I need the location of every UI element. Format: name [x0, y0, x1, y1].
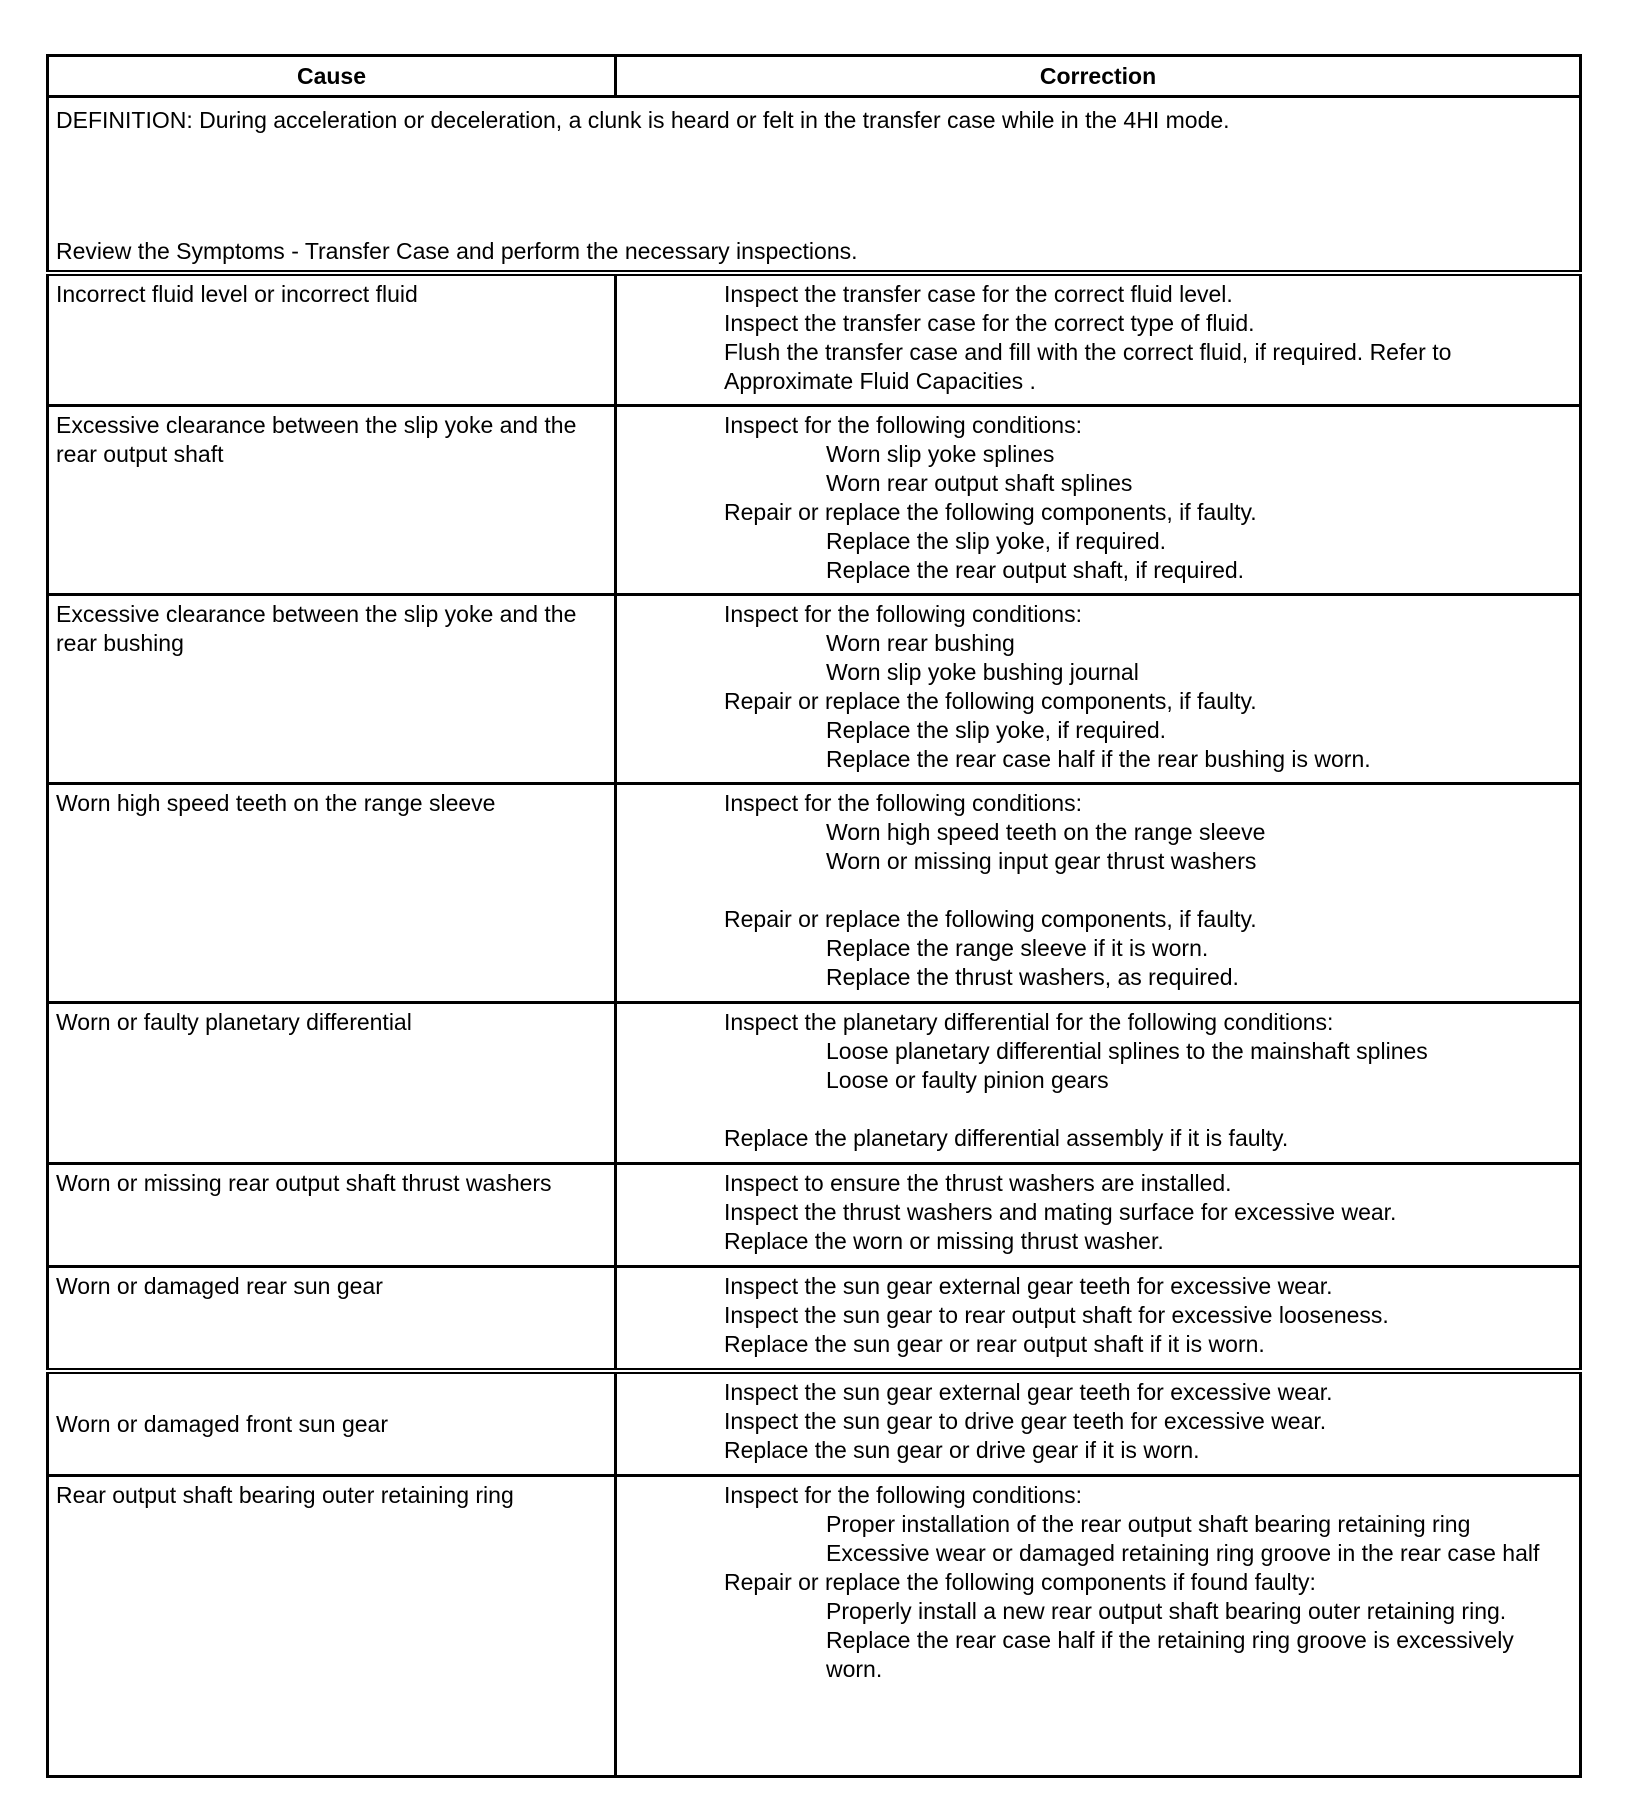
table-row — [48, 1267, 1581, 1372]
correction-line: Inspect for the following conditions: — [724, 1482, 1082, 1508]
table-row — [48, 1476, 1581, 1777]
spacer-line — [617, 876, 1567, 905]
table-row — [48, 1371, 1581, 1476]
correction-line: Replace the worn or missing thrust washer. — [724, 1228, 1164, 1254]
definition-text: DEFINITION: During acceleration or deceleration, a clunk is heard or felt in the transfer case while in the 4HI mode. — [56, 107, 1230, 133]
correction-subline: Replace the thrust washers, as required. — [826, 964, 1239, 990]
table-row — [48, 784, 1581, 1003]
correction-line: Inspect the planetary differential for the following conditions: — [724, 1009, 1334, 1035]
cause-cell: Incorrect fluid level or incorrect fluid — [48, 273, 616, 406]
correction-line: Inspect the transfer case for the correct fluid level. — [724, 281, 1233, 307]
review-instruction-text: Review the Symptoms - Transfer Case and perform the necessary inspections. — [56, 238, 858, 264]
cause-cell: Worn or damaged rear sun gear — [48, 1267, 616, 1372]
correction-subline: Replace the rear output shaft, if required. — [826, 557, 1245, 583]
cause-cell: Excessive clearance between the slip yoke and the rear output shaft — [48, 406, 616, 595]
correction-line: Inspect the sun gear external gear teeth for excessive wear. — [724, 1379, 1333, 1405]
correction-cell — [616, 406, 1581, 595]
correction-line: Inspect the sun gear to drive gear teeth for excessive wear. — [724, 1408, 1327, 1434]
table-header-row — [48, 56, 1581, 97]
correction-subline: Replace the slip yoke, if required. — [826, 717, 1167, 743]
correction-line: Repair or replace the following components, if faulty. — [724, 499, 1257, 525]
correction-line: Repair or replace the following components, if faulty. — [724, 906, 1257, 932]
correction-line: Flush the transfer case and fill with the correct fluid, if required. Refer to Approximate Fluid Capacities . — [724, 339, 1452, 394]
correction-subline: Worn rear output shaft splines — [826, 470, 1133, 496]
correction-line: Replace the sun gear or rear output shaft if it is worn. — [724, 1331, 1265, 1357]
correction-cell — [616, 595, 1581, 784]
correction-line: Inspect to ensure the thrust washers are installed. — [724, 1170, 1232, 1196]
table-row — [48, 406, 1581, 595]
correction-line: Inspect the transfer case for the correct type of fluid. — [724, 310, 1255, 336]
correction-cell — [616, 1371, 1581, 1476]
cause-cell: Worn or damaged front sun gear — [48, 1371, 616, 1476]
correction-subline: Worn rear bushing — [826, 630, 1015, 656]
cause-cell: Excessive clearance between the slip yoke and the rear bushing — [48, 595, 616, 784]
correction-subline: Loose or faulty pinion gears — [826, 1067, 1109, 1093]
diagnostic-page — [46, 54, 1579, 1778]
correction-subline: Excessive wear or damaged retaining ring groove in the rear case half — [826, 1540, 1540, 1566]
correction-line: Inspect for the following conditions: — [724, 412, 1082, 438]
correction-cell — [616, 1267, 1581, 1372]
cause-cell: Worn or missing rear output shaft thrust washers — [48, 1164, 616, 1267]
correction-line: Repair or replace the following components if found faulty: — [724, 1569, 1316, 1595]
correction-subline: Worn high speed teeth on the range sleeve — [826, 819, 1266, 845]
correction-line: Inspect for the following conditions: — [724, 601, 1082, 627]
correction-subline: Replace the slip yoke, if required. — [826, 528, 1167, 554]
definition-cell — [48, 97, 1581, 274]
correction-cell — [616, 273, 1581, 406]
correction-subline: Replace the range sleeve if it is worn. — [826, 935, 1209, 961]
correction-line: Inspect the sun gear external gear teeth for excessive wear. — [724, 1273, 1333, 1299]
correction-subline: Properly install a new rear output shaft bearing outer retaining ring. — [826, 1598, 1507, 1624]
table-row — [48, 273, 1581, 406]
correction-subline: Loose planetary differential splines to the mainshaft splines — [826, 1038, 1428, 1064]
cause-cell: Worn high speed teeth on the range sleeve — [48, 784, 616, 1003]
correction-subline: Replace the rear case half if the retaining ring groove is excessively worn. — [826, 1627, 1514, 1682]
correction-subline: Worn slip yoke splines — [826, 441, 1055, 467]
table-row — [48, 1003, 1581, 1164]
correction-subline: Proper installation of the rear output shaft bearing retaining ring — [826, 1511, 1471, 1537]
cause-cell: Rear output shaft bearing outer retaining ring — [48, 1476, 616, 1777]
correction-line: Replace the planetary differential assembly if it is faulty. — [724, 1125, 1289, 1151]
correction-line: Inspect the sun gear to rear output shaft for excessive looseness. — [724, 1302, 1389, 1328]
correction-cell — [616, 1476, 1581, 1777]
table-row — [48, 1164, 1581, 1267]
correction-subline: Worn slip yoke bushing journal — [826, 659, 1139, 685]
correction-subline: Replace the rear case half if the rear bushing is worn. — [826, 746, 1371, 772]
correction-subline: Worn or missing input gear thrust washers — [826, 848, 1257, 874]
correction-cell — [616, 784, 1581, 1003]
correction-cell — [616, 1003, 1581, 1164]
definition-row — [48, 97, 1581, 274]
correction-line: Inspect for the following conditions: — [724, 790, 1082, 816]
cause-cell: Worn or faulty planetary differential — [48, 1003, 616, 1164]
correction-line: Replace the sun gear or drive gear if it is worn. — [724, 1437, 1200, 1463]
table-row — [48, 595, 1581, 784]
correction-column-header: Correction — [616, 56, 1581, 97]
correction-line: Repair or replace the following components, if faulty. — [724, 688, 1257, 714]
diagnostic-table — [46, 54, 1582, 1778]
correction-line: Inspect the thrust washers and mating surface for excessive wear. — [724, 1199, 1397, 1225]
spacer-line — [617, 1095, 1567, 1124]
correction-cell — [616, 1164, 1581, 1267]
cause-column-header: Cause — [48, 56, 616, 97]
